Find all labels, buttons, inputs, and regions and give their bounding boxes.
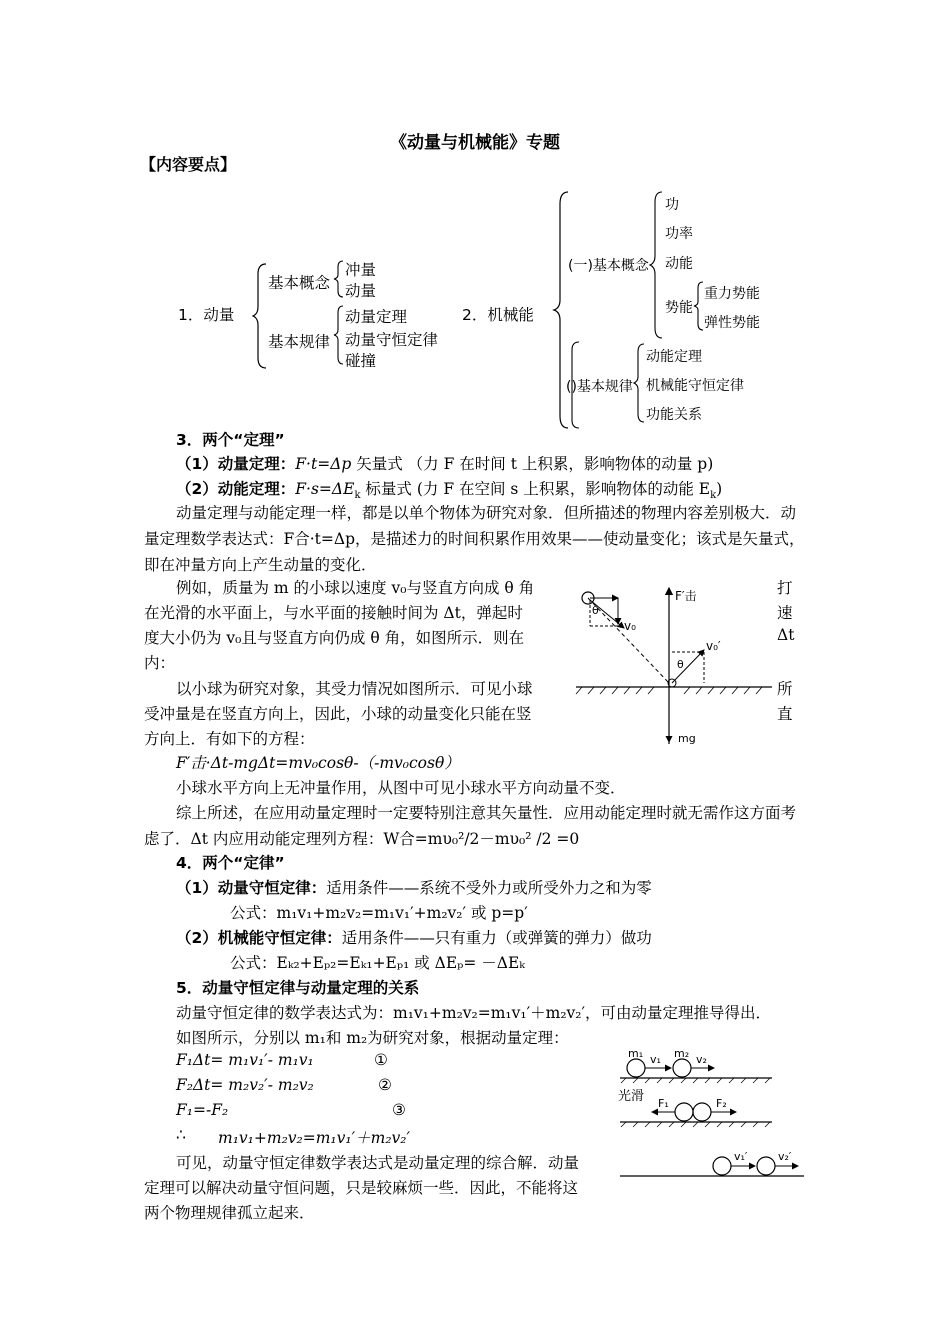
energy-law-item: 机械能守恒定律 [646,378,744,394]
analysis-line: 方向上．有如下的方程： [144,730,315,748]
right-column-text: 速 [777,604,793,622]
conclusion-line: 可见，动量守恒定律数学表达式是动量定理的综合解．动量 [176,1154,580,1172]
theorem-1-label: （1）动量定理： [176,455,296,473]
v2-prime-label: v₂′ [778,1150,792,1163]
energy-potential-item: 弹性势能 [704,315,760,331]
equation-1: F₁Δt= m₁v₁′- m₁v₁ [176,1051,314,1069]
page-title: 《动量与机械能》专题 [390,133,560,153]
energy-law-item: 动能定理 [646,349,702,365]
momentum-law-item: 碰撞 [345,352,377,370]
equation-3: F₁=-F₂ [176,1101,229,1119]
F1-label: F₁ [658,1097,669,1110]
v0-prime-label: v₀′ [706,639,721,653]
momentum-concept-item: 冲量 [345,261,377,279]
momentum-concept-item: 动量 [345,282,377,300]
energy-concepts-brace-icon [648,190,666,340]
momentum-law-item: 动量定理 [345,308,408,326]
law-2-formula: 公式：Eₖ₂+Eₚ₂=Eₖ₁+Eₚ₁ 或 ΔEₚ= －ΔEₖ [230,954,525,972]
right-column-text: 所 [777,680,793,698]
example-line: 内： [144,654,176,672]
theorem-2-close: ) [716,480,723,498]
energy-concept-item: 功率 [665,226,693,242]
equation-1-number: ① [374,1051,388,1069]
law-1-condition: 适用条件——系统不受外力或所受外力之和为零 [326,879,652,897]
theorem-comparison-paragraph: 动量定理与动能定理一样，都是以单个物体为研究对象．但所描述的物理内容差别极大．动量定理数学表达式：F合·t=Δp，是描述力的时间积累作用效果——使动量变化；该式是矢量式，即在冲量方向上产生动量的变化． [144,504,805,574]
right-column-text: 直 [777,705,793,723]
example-line: 例如，质量为 m 的小球以速度 v₀与竖直方向成 θ 角 [176,579,535,597]
conclusion-line: 两个物理规律孤立起来． [144,1204,315,1222]
v1-prime-label: v₁′ [734,1150,748,1163]
theorem-1-desc: 矢量式 （力 F 在时间 t 上积累，影响物体的动量 p) [351,455,714,473]
momentum-equation: F′击·Δt-mgΔt=mv₀cosθ-（-mv₀cosθ） [176,754,460,772]
m1-label: m₁ [628,1047,644,1060]
gravity-label: mg [678,732,696,745]
impact-force-label: F′击 [675,589,697,603]
conclusion-line: 定理可以解决动量守恒问题，只是较麻烦一些．因此，不能将这 [144,1179,579,1197]
v2-label: v₂ [696,1053,707,1066]
section-4-heading: 4．两个“定律” [176,854,285,872]
momentum-laws-label: 基本规律 [268,333,331,351]
theta-label-2: θ [677,658,684,671]
section-5-line: 动量守恒定律的数学表达式为：m₁v₁+m₂v₂=m₁v₁′＋m₂v₂′，可由动量定理推导得出． [176,1004,772,1022]
law-2 [176,926,652,948]
summary-paragraph: 综上所述，在应用动量定理时一定要特别注意其矢量性．应用动能定理时就无需作这方面考虑了．Δt 内应用动能定理列方程：W合=mυ₀²/2－mυ₀² /2 =0 [144,804,797,848]
section-5-line: 如图所示，分别以 m₁和 m₂为研究对象，根据动量定理： [176,1029,569,1047]
section-heading: 【内容要点】 [140,155,237,174]
analysis-line: 以小球为研究对象，其受力情况如图所示．可见小球 [176,680,533,698]
equation-2: F₂Δt= m₂v₂′- m₂v₂ [176,1076,314,1094]
v1-label: v₁ [650,1053,661,1066]
theorem-2-sub: k [354,490,361,502]
momentum-concepts-brace-icon [332,259,346,299]
right-column-text: Δt [777,626,795,644]
horizontal-note: 小球水平方向上无冲量作用，从图中可见小球水平方向动量不变． [176,779,626,797]
equation-3-number: ③ [392,1101,406,1119]
ball-bounce-figure [572,580,772,748]
collision-figure [612,1044,808,1178]
smooth-label: 光滑 [618,1089,645,1104]
momentum-tree-label: 1．动量 [178,306,235,324]
law-1-formula: 公式：m₁v₁+m₂v₂=m₁v₁′+m₂v₂′ 或 p=p′ [230,904,528,922]
law-1-label: （1）动量守恒定律： [176,879,327,897]
equation-2-number: ② [378,1076,392,1094]
theorem-1 [176,452,713,474]
energy-laws-label: ()基本规律 [566,379,633,395]
F2-label: F₂ [716,1097,727,1110]
example-line: 在光滑的水平面上，与水平面的接触时间为 Δt，弹起时 [144,604,523,622]
section-3-heading: 3．两个“定理” [176,431,285,449]
energy-potential-label: 势能 [665,300,693,316]
momentum-concepts-label: 基本概念 [268,274,331,292]
law-2-condition: 适用条件——只有重力（或弹簧的弹力）做功 [341,929,652,947]
theorem-2-end-sub: k [710,490,717,502]
energy-law-item: 功能关系 [646,407,702,423]
right-column-text: 打 [777,579,793,597]
section-5-heading: 5．动量守恒定律与动量定理的关系 [176,979,420,997]
theorem-1-formula: F·t=Δp [295,455,352,473]
theta-label: θ [592,604,599,617]
energy-potential-item: 重力势能 [704,286,760,302]
equation-4: m₁v₁+m₂v₂=m₁v₁′＋m₂v₂′ [218,1129,411,1147]
theorem-2-label: （2）动能定理： [176,480,296,498]
energy-tree-label: 2．机械能 [462,306,534,324]
m2-label: m₂ [674,1047,690,1060]
theorem-2 [176,477,722,501]
momentum-law-item: 动量守恒定律 [345,331,439,349]
v0-label: v₀ [624,619,636,633]
law-1 [176,876,652,898]
theorem-2-formula: F·s=ΔE [295,480,355,498]
law-2-label: （2）机械能守恒定律： [176,929,342,947]
theorem-2-desc: 标量式 (力 F 在空间 s 上积累，影响物体的动能 E [360,480,711,498]
momentum-laws-brace-icon [332,304,346,366]
analysis-line: 受冲量是在竖直方向上，因此，小球的动量变化只能在竖 [144,705,532,723]
energy-basic-concepts-label: (一)基本概念 [568,258,649,274]
energy-concept-item: 功 [665,197,679,213]
example-line: 度大小仍为 v₀且与竖直方向仍成 θ 角，如图所示．则在 [144,629,525,647]
therefore-symbol: ∴ [176,1126,186,1144]
energy-concept-item: 动能 [665,256,693,272]
